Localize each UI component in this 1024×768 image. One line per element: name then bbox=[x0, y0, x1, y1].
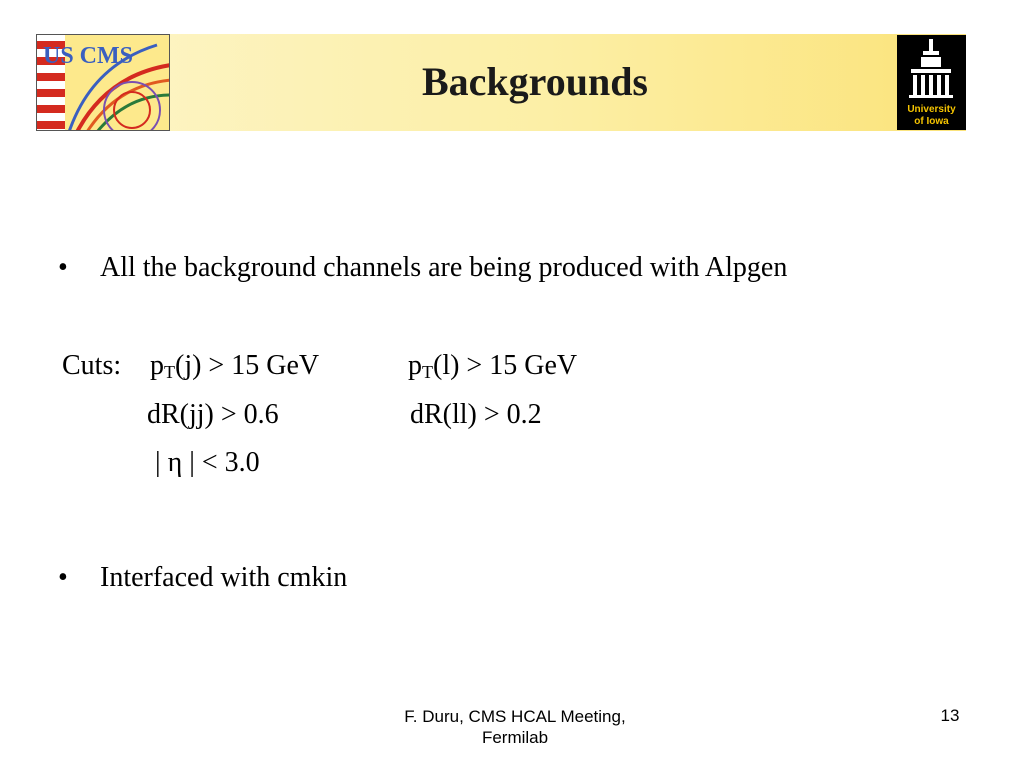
footer-citation bbox=[365, 706, 665, 749]
footer-line-1: F. Duru, CMS HCAL Meeting, bbox=[404, 707, 626, 726]
iowa-logo-line2: of Iowa bbox=[914, 116, 949, 127]
cut-pt-lepton-text: (l) > 15 GeV bbox=[433, 350, 578, 381]
uscms-logo-graphic bbox=[37, 35, 170, 131]
bullet-text: All the background channels are being produced with Alpgen bbox=[100, 252, 788, 283]
cut-pt-jet-text: (j) > 15 GeV bbox=[175, 350, 320, 381]
bullet-icon: • bbox=[58, 562, 68, 593]
old-capitol-icon bbox=[897, 35, 966, 130]
iowa-logo-line1: University bbox=[907, 104, 956, 115]
footer-line-2: Fermilab bbox=[481, 728, 549, 748]
cut-dr-jj: dR(jj) > 0.6 bbox=[147, 399, 279, 430]
bullet-icon: • bbox=[58, 252, 68, 283]
slide-title: Backgrounds bbox=[421, 59, 648, 104]
cut-dr-ll: dR(ll) > 0.2 bbox=[410, 399, 542, 430]
cut-eta: | η | < 3.0 bbox=[155, 447, 260, 478]
cut-pt-lepton bbox=[408, 349, 577, 383]
pt-subscript: T bbox=[422, 362, 433, 382]
uscms-logo-text: US CMS bbox=[43, 43, 134, 69]
uscms-logo bbox=[36, 34, 170, 131]
university-of-iowa-logo bbox=[897, 35, 966, 130]
pt-symbol: p bbox=[408, 350, 422, 381]
pt-subscript: T bbox=[164, 362, 175, 382]
pt-symbol: p bbox=[150, 350, 164, 381]
page-number: 13 bbox=[940, 706, 960, 725]
cut-pt-jet bbox=[150, 349, 319, 383]
bullet-text: Interfaced with cmkin bbox=[100, 562, 348, 593]
cuts-label: Cuts: bbox=[62, 350, 122, 381]
